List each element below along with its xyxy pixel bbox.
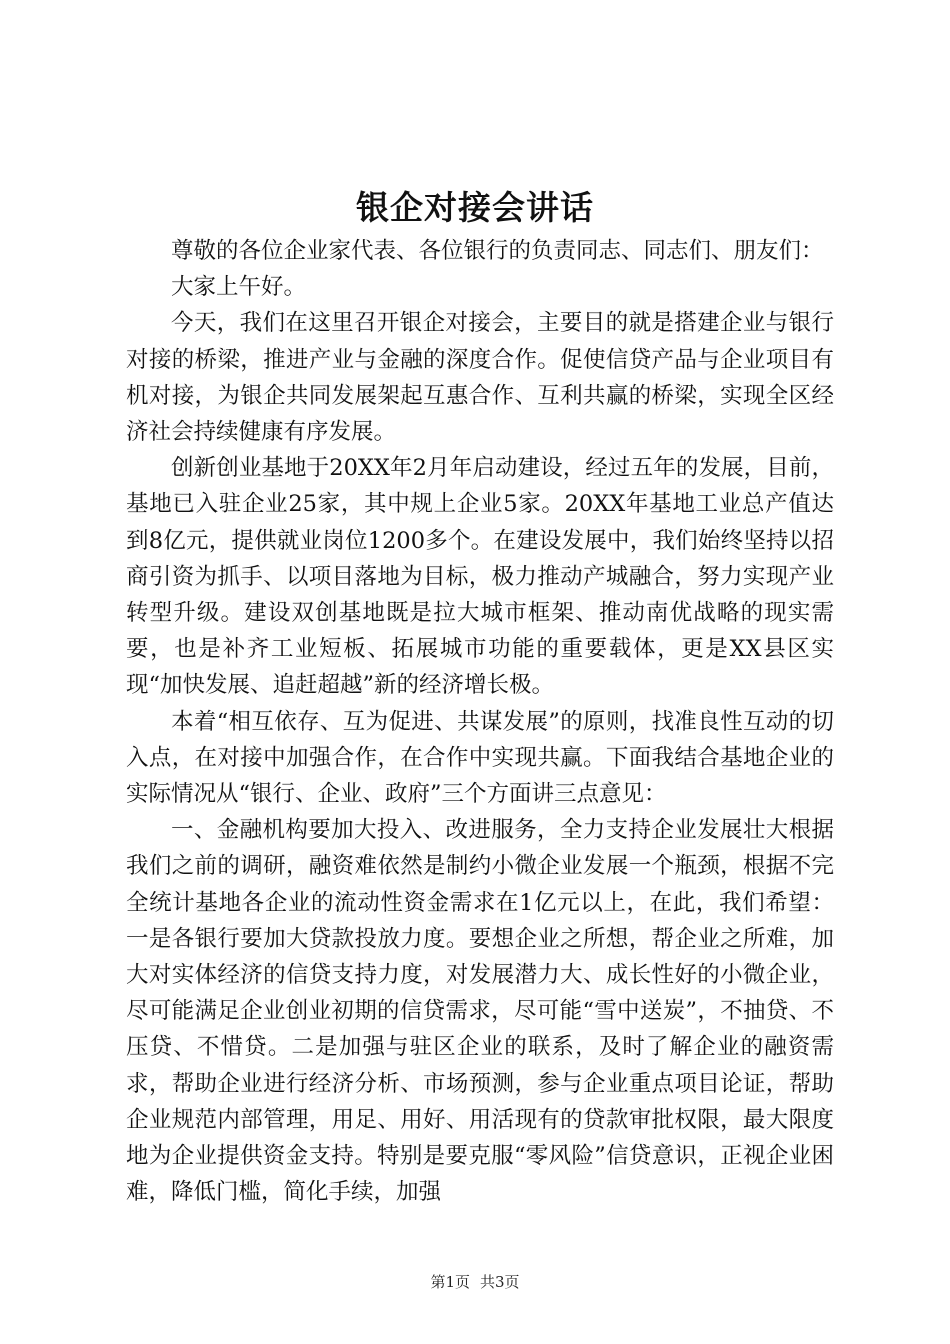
paragraph-point-one: 一、金融机构要加大投入、改进服务，全力支持企业发展壮大根据我们之前的调研，融资难依然是制约小微企业发展一个瓶颈，根据不完全统计基地各企业的流动性资金需求在1亿元以上，在此，我们希望：一是各银行要加大贷款投放力度。要想企业之所想，帮企业之所难，加大对实体经济的信贷支持力度，对发展潜力大、成长性好的小微企业，尽可能满足企业创业初期的信贷需求，尽可能“雪中送炭”，不抽贷、不压贷、不惜贷。二是加强与驻区企业的联系，及时了解企业的融资需求，帮助企业进行经济分析、市场预测，参与企业重点项目论证，帮助企业规范内部管理，用足、用好、用活现有的贷款审批权限，最大限度地为企业提供资金支持。特别是要克服“零风险”信贷意识，正视企业困难，降低门槛，简化手续，加强 [126,817,834,1206]
paragraph-greeting: 大家上午好。 [171,274,307,301]
paragraph-salutation: 尊敬的各位企业家代表、各位银行的负责同志、同志们、朋友们： [171,238,824,264]
page-total: 共3页 [480,1273,520,1291]
paragraph-purpose: 今天，我们在这里召开银企对接会，主要目的就是搭建企业与银行对接的桥梁，推进产业与金融的深度合作。促使信贷产品与企业项目有机对接，为银企共同发展架起互惠合作、互利共赢的桥梁，实现全区经济社会持续健康有序发展。 [126,310,834,446]
page-title: 银企对接会讲话 [356,188,594,227]
paragraph-principle: 本着“相互依存、互为促进、共谋发展”的原则，找准良性互动的切入点，在对接中加强合作，在合作中实现共赢。下面我结合基地企业的实际情况从“银行、企业、政府”三个方面讲三点意见： [126,708,834,808]
page-footer [0,1272,950,1292]
paragraph-base-overview: 创新创业基地于20XX年2月年启动建设，经过五年的发展，目前，基地已入驻企业25家，其中规上企业5家。20XX年基地工业总产值达到8亿元，提供就业岗位1200多个。在建设发展中，我们始终坚持以招商引资为抓手、以项目落地为目标，极力推动产城融合，努力实现产业转型升级。建设双创基地既是拉大城市框架、推动南优战略的现实需要，也是补齐工业短板、拓展城市功能的重要载体，更是XX县区实现“加快发展、追赶超越”新的经济增长极。 [126,455,834,699]
page-number: 第1页 [430,1273,470,1291]
document-body [126,233,834,1210]
